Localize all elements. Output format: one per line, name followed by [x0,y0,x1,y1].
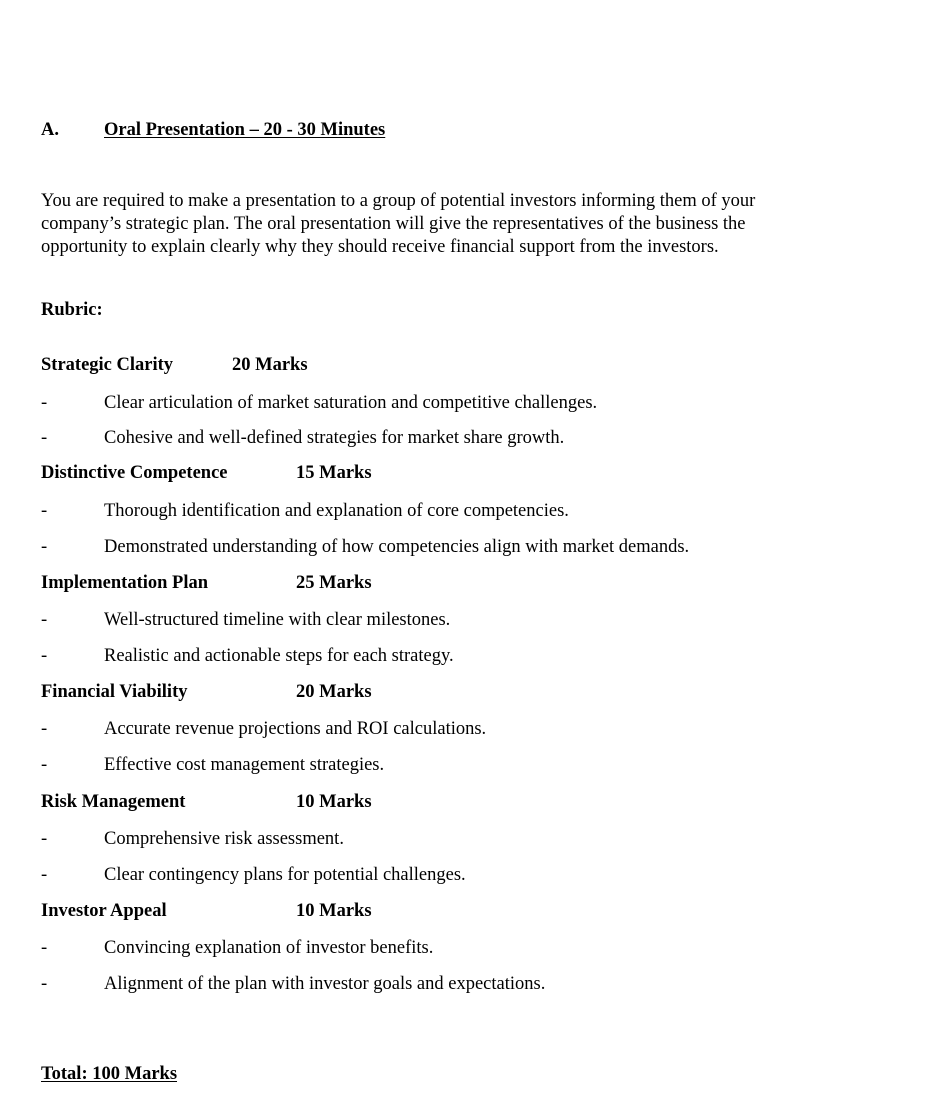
criterion-marks: 10 Marks [296,901,372,921]
bullet-dash: - [41,428,48,448]
intro-paragraph [41,190,901,259]
bullet-dash: - [41,974,48,994]
intro-line: You are required to make a presentation to a group of potential investors informing them of your [41,191,756,211]
criterion-marks: 10 Marks [296,792,372,812]
bullet-dash: - [41,610,48,630]
bullet-dash: - [41,646,48,666]
criterion-name: Strategic Clarity [41,355,174,375]
criterion-bullet: Well-structured timeline with clear milestones. [104,610,451,630]
criterion-name: Financial Viability [41,682,188,702]
criterion-bullet: Thorough identification and explanation of core competencies. [104,501,569,521]
bullet-dash: - [41,393,48,413]
criterion-bullet: Effective cost management strategies. [104,755,385,775]
criterion-bullet: Clear contingency plans for potential challenges. [104,865,466,885]
criterion-bullet: Cohesive and well-defined strategies for market share growth. [104,428,565,448]
criterion-bullet: Realistic and actionable steps for each strategy. [104,646,454,666]
rubric-label: Rubric: [41,300,103,320]
criterion-marks: 15 Marks [296,463,372,483]
criterion-bullet: Clear articulation of market saturation and competitive challenges. [104,393,598,413]
criterion-bullet: Alignment of the plan with investor goals and expectations. [104,974,546,994]
criterion-marks: 20 Marks [232,355,308,375]
bullet-dash: - [41,865,48,885]
criterion-name: Implementation Plan [41,573,209,593]
bullet-dash: - [41,829,48,849]
criterion-marks: 25 Marks [296,573,372,593]
bullet-dash: - [41,537,48,557]
criterion-name: Investor Appeal [41,901,167,921]
bullet-dash: - [41,501,48,521]
intro-line: company’s strategic plan. The oral presentation will give the representatives of the business the [41,214,746,234]
criterion-bullet: Accurate revenue projections and ROI calculations. [104,719,487,739]
criterion-bullet: Comprehensive risk assessment. [104,829,344,849]
section-title: Oral Presentation – 20 - 30 Minutes [104,120,386,140]
criterion-bullet: Convincing explanation of investor benefits. [104,938,434,958]
bullet-dash: - [41,755,48,775]
criterion-bullet: Demonstrated understanding of how competencies align with market demands. [104,537,690,557]
total-marks: Total: 100 Marks [41,1064,178,1084]
bullet-dash: - [41,938,48,958]
criterion-name: Distinctive Competence [41,463,228,483]
criterion-marks: 20 Marks [296,682,372,702]
bullet-dash: - [41,719,48,739]
intro-line: opportunity to explain clearly why they should receive financial support from the investors. [41,237,719,257]
section-letter: A. [41,120,59,140]
criterion-name: Risk Management [41,792,186,812]
